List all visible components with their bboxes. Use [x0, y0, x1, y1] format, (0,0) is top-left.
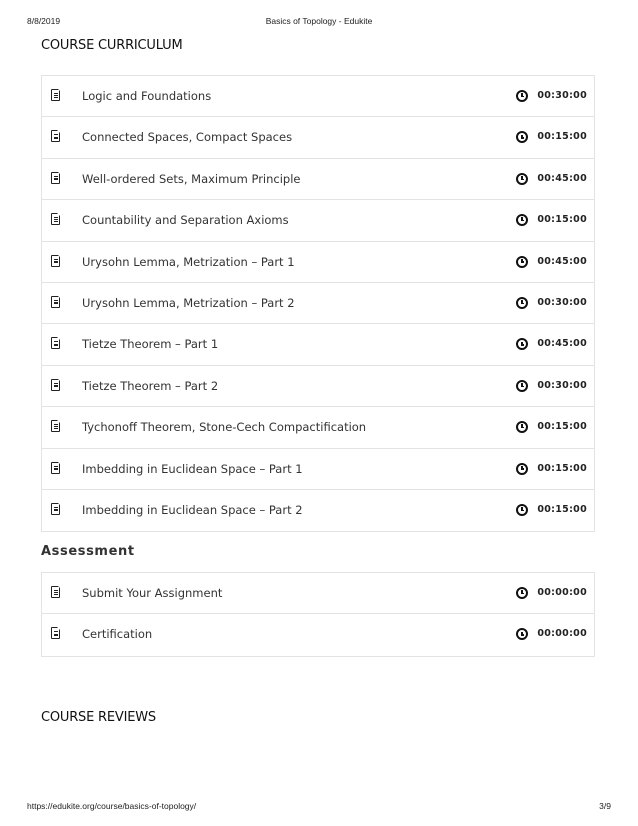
lesson-title[interactable]: Tychonoff Theorem, Stone-Cech Compactification — [82, 420, 367, 435]
lesson-duration: 00:15:00 — [537, 214, 587, 226]
document-icon — [51, 627, 60, 639]
lesson-row[interactable] — [42, 283, 594, 324]
page-number: 3/9 — [599, 801, 611, 811]
lesson-title[interactable]: Connected Spaces, Compact Spaces — [82, 130, 293, 145]
lesson-title[interactable]: Logic and Foundations — [82, 89, 212, 103]
lesson-duration: 00:30:00 — [537, 90, 587, 101]
clock-icon — [516, 256, 528, 268]
lesson-row[interactable] — [42, 407, 594, 448]
lesson-title[interactable]: Well-ordered Sets, Maximum Principle — [82, 171, 301, 186]
curriculum-table — [41, 75, 595, 532]
lesson-row[interactable] — [42, 366, 594, 407]
lesson-row[interactable] — [42, 614, 594, 655]
clock-icon — [516, 297, 528, 309]
print-date: 8/8/2019 — [27, 16, 61, 26]
document-icon — [51, 213, 60, 225]
lesson-duration: 00:15:00 — [537, 503, 587, 515]
lesson-row[interactable] — [42, 573, 594, 614]
lesson-title[interactable]: Imbedding in Euclidean Space – Part 1 — [82, 461, 303, 476]
reviews-heading: COURSE REVIEWS — [41, 710, 156, 725]
document-icon — [51, 379, 60, 391]
lesson-row[interactable] — [42, 117, 594, 158]
lesson-duration: 00:15:00 — [537, 421, 587, 433]
lesson-title[interactable]: Submit Your Assignment — [82, 586, 223, 600]
document-icon — [51, 172, 60, 184]
lesson-row[interactable] — [42, 200, 594, 241]
clock-icon — [516, 628, 528, 640]
lesson-duration: 00:30:00 — [537, 379, 587, 391]
lesson-duration: 00:45:00 — [537, 172, 587, 184]
page-url: https://edukite.org/course/basics-of-topology/ — [27, 801, 197, 811]
print-footer — [27, 801, 611, 813]
document-icon — [51, 462, 60, 474]
document-icon — [51, 337, 60, 349]
lesson-duration: 00:15:00 — [537, 462, 587, 474]
clock-icon — [516, 587, 528, 599]
clock-icon — [516, 421, 528, 433]
curriculum-heading: COURSE CURRICULUM — [41, 38, 183, 53]
lesson-title[interactable]: Imbedding in Euclidean Space – Part 2 — [82, 502, 303, 517]
lesson-title[interactable]: Tietze Theorem – Part 2 — [82, 378, 219, 393]
document-icon — [51, 296, 60, 308]
lesson-row[interactable] — [42, 159, 594, 200]
lesson-row[interactable] — [42, 449, 594, 490]
assessment-table — [41, 572, 595, 657]
lesson-title[interactable]: Tietze Theorem – Part 1 — [82, 337, 219, 352]
clock-icon — [516, 463, 528, 475]
lesson-row[interactable] — [42, 76, 594, 117]
lesson-duration: 00:45:00 — [537, 255, 587, 267]
lesson-row[interactable] — [42, 324, 594, 365]
document-icon — [51, 420, 60, 432]
document-icon — [51, 130, 60, 142]
document-icon — [51, 255, 60, 267]
clock-icon — [516, 214, 528, 226]
clock-icon — [516, 338, 528, 350]
lesson-title[interactable]: Urysohn Lemma, Metrization – Part 1 — [82, 254, 295, 269]
lesson-duration: 00:30:00 — [537, 296, 587, 308]
clock-icon — [516, 173, 528, 185]
clock-icon — [516, 90, 528, 102]
print-header — [27, 16, 611, 28]
document-icon — [51, 586, 60, 598]
clock-icon — [516, 380, 528, 392]
print-title: Basics of Topology - Edukite — [265, 16, 373, 26]
lesson-duration: 00:00:00 — [537, 587, 587, 598]
lesson-title[interactable]: Urysohn Lemma, Metrization – Part 2 — [82, 295, 295, 310]
lesson-duration: 00:00:00 — [537, 628, 587, 640]
document-icon — [51, 503, 60, 515]
lesson-row[interactable] — [42, 242, 594, 283]
lesson-duration: 00:45:00 — [537, 338, 587, 350]
lesson-title[interactable]: Countability and Separation Axioms — [82, 213, 289, 228]
document-icon — [51, 89, 60, 101]
lesson-row[interactable] — [42, 490, 594, 531]
clock-icon — [516, 131, 528, 143]
assessment-heading: Assessment — [41, 544, 135, 559]
lesson-duration: 00:15:00 — [537, 131, 587, 143]
clock-icon — [516, 504, 528, 516]
lesson-title[interactable]: Certification — [82, 627, 153, 642]
